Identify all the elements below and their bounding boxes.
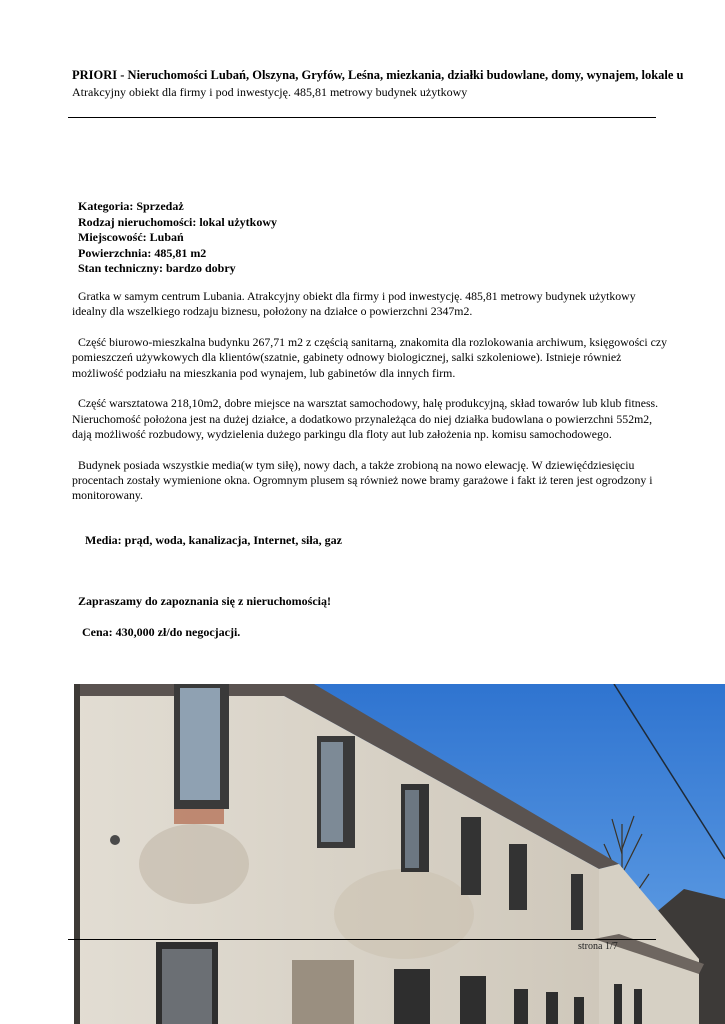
description-paragraph: Część biurowo-mieszkalna budynku 267,71 m2 z częścią sanitarną, znakomita dla rozlokowania archiwum, księgowości czy pomieszczeń używkowych dla klientów(szatnie, gabinety odnowy biologicznej, salki szkoleniowe). Istnieje również możliwość podziału na mieszkania pod wynajem, lub gabinetów dla innych firm. (72, 335, 667, 380)
left-wall-edge (74, 684, 80, 1024)
detail-label: Powierzchnia: (78, 245, 152, 260)
detail-value: Sprzedaż (136, 199, 184, 213)
header-divider (68, 117, 656, 118)
description-paragraph: Część warsztatowa 218,10m2, dobre miejsce na warsztat samochodowy, halę produkcyjną, skład towarów lub klub fitness. Nieruchomość położona jest na dużej działce, a dodatkowo przynależąca do niej działka budowlana o powierzchni 552m2, dają możliwość rozbudowy, wydzielenia dużego parkingu dla floty aut lub założenia np. komisu samochodowego. (72, 396, 659, 442)
detail-value: Lubań (149, 230, 184, 244)
plaster-patch (334, 869, 474, 959)
plaster-patch (139, 824, 249, 904)
page-subtitle: Atrakcyjny obiekt dla firmy i pod inwestycję. 485,81 metrowy budynek użytkowy (72, 85, 468, 99)
building-photo-illustration (74, 684, 725, 1024)
detail-label: Rodzaj nieruchomości: (78, 214, 197, 229)
detail-label: Miejscowość: (78, 230, 147, 244)
detail-area (78, 246, 277, 262)
footer-divider (68, 939, 656, 940)
detail-label: Stan techniczny: (78, 261, 163, 275)
utilities-line: Media: prąd, woda, kanalizacja, Internet, siła, gaz (85, 533, 342, 547)
detail-category (78, 199, 277, 215)
price-line: Cena: 430,000 zł/do negocjacji. (82, 625, 241, 639)
page-number: strona 1/7 (578, 941, 618, 952)
wall-vent (110, 835, 120, 845)
detail-value: 485,81 m2 (154, 245, 207, 260)
detail-property-type (78, 215, 277, 231)
detail-value: bardzo dobry (166, 261, 236, 275)
detail-condition (78, 261, 277, 277)
detail-value: lokal użytkowy (199, 214, 278, 229)
invitation-text: Zapraszamy do zapoznania się z nieruchomością! (78, 594, 331, 608)
property-details (78, 199, 277, 277)
description-paragraph: Budynek posiada wszystkie media(w tym siłę), nowy dach, a także zrobioną na nowo elewację. W dziewięćdziesięciu procentach zostały wymienione okna. Ogromnym plusem są również nowe bramy garażowe i fakt iż teren jest ogrodzony i monitorowany. (72, 457, 653, 503)
property-photo (74, 684, 725, 1024)
description (72, 289, 672, 519)
detail-location (78, 230, 277, 246)
detail-label: Kategoria: (78, 199, 134, 213)
page-title: PRIORI - Nieruchomości Lubań, Olszyna, Gryfów, Leśna, miezkania, działki budowlane, domy, wynajem, lokale u (72, 68, 684, 82)
description-paragraph: Gratka w samym centrum Lubania. Atrakcyjny obiekt dla firmy i pod inwestycję. 485,81 metrowy budynek użytkowy idealny dla wszelkiego rodzaju biznesu, położony na działce o powierzchni 2347m2. (72, 289, 636, 319)
